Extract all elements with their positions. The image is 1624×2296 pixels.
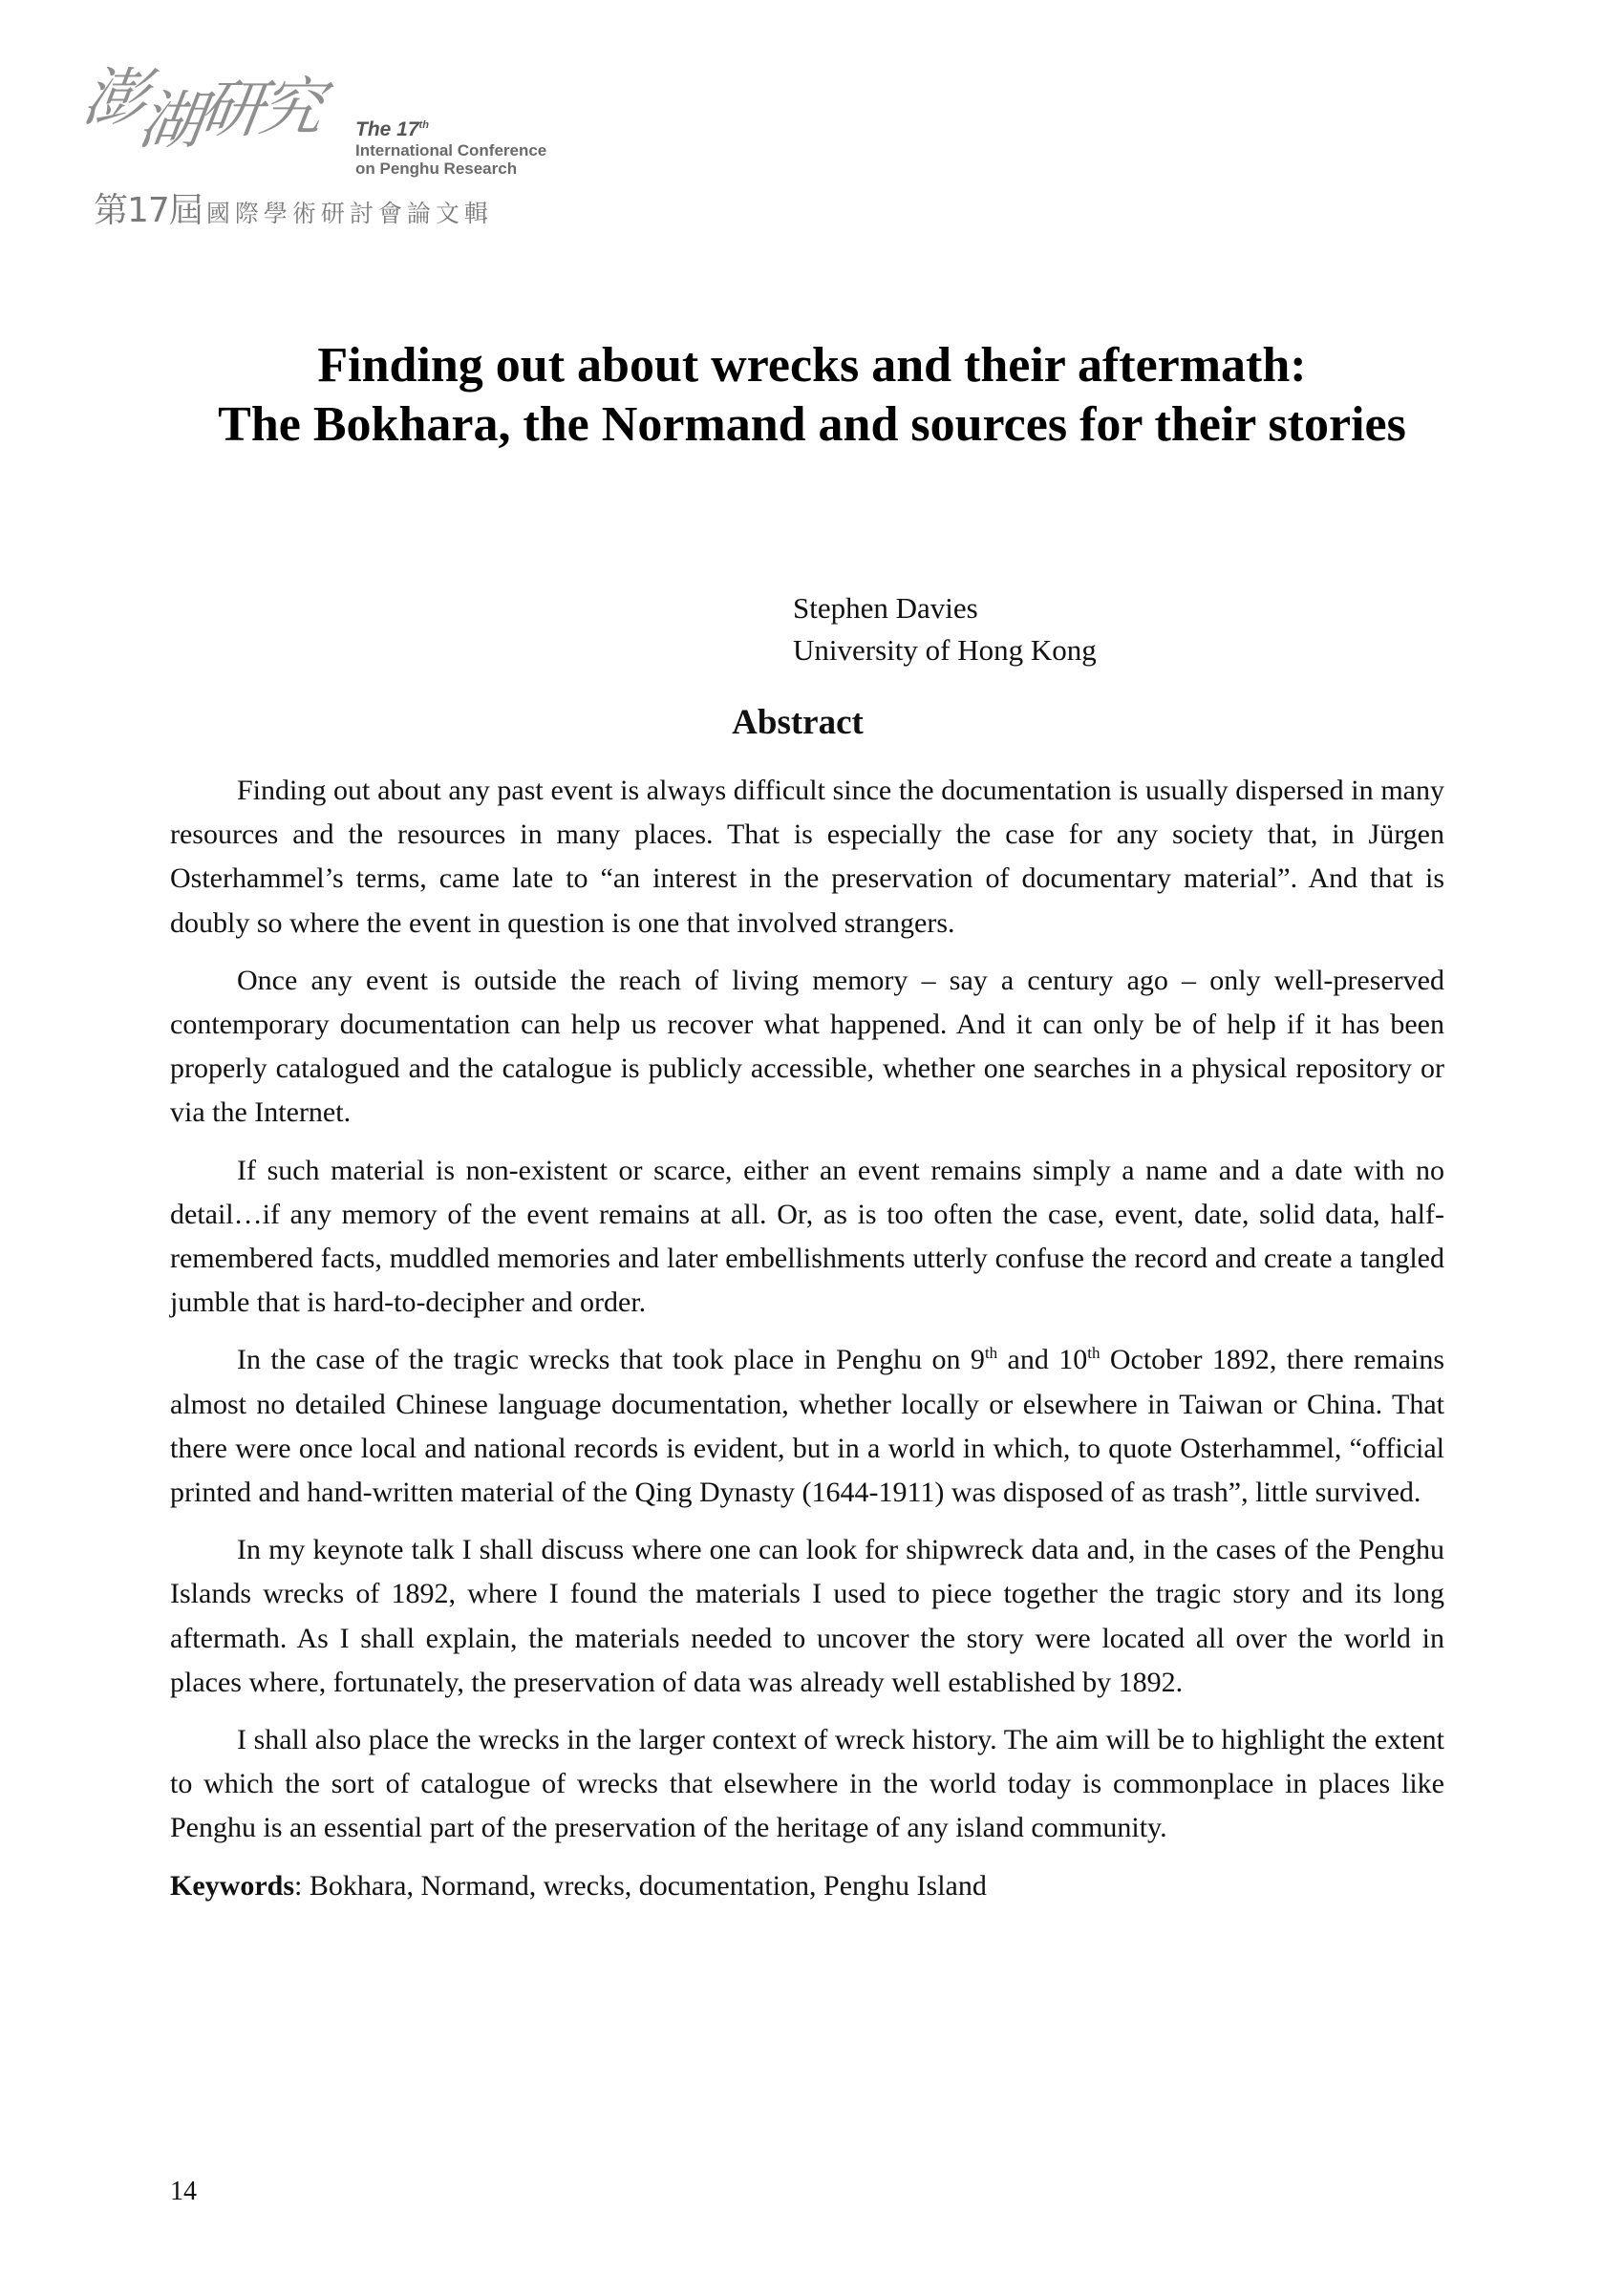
logo-chinese-edition: 第17屆 <box>94 191 203 230</box>
paragraph-4-text-b: and 10 <box>997 1344 1088 1376</box>
abstract-paragraph-3: If such material is non-existent or scarce, either an event remains simply a name and a date with no detail…if any memory of the event remains at all. Or, as is too often the case, event, date, solid data, half-remembered facts, muddled memories and later embellishments utterly confuse the record and create a tangled jumble that is hard-to-decipher and order. <box>170 1154 1444 1319</box>
keywords-value: Bokhara, Normand, wrecks, documentation, Penghu Island <box>302 1869 987 1902</box>
abstract-paragraph-4 <box>170 1338 1444 1515</box>
author-name: Stephen Davies <box>793 591 978 625</box>
keywords-line <box>170 1864 1444 1908</box>
ordinal-suffix: th <box>984 1344 998 1363</box>
paragraph-4-text-a: In the case of the tragic wrecks that took place in Penghu on 9 <box>237 1344 985 1376</box>
keywords-label: Keywords <box>170 1869 294 1902</box>
paper-title-line-2: The Bokhara, the Normand and sources for their stories <box>218 397 1406 452</box>
abstract-body <box>170 769 1444 1908</box>
paper-title-line-1: Finding out about wrecks and their aftermath: <box>317 338 1307 393</box>
keywords-separator: : <box>294 1869 303 1902</box>
author-affiliation: University of Hong Kong <box>793 633 1097 667</box>
conference-logo <box>78 61 581 230</box>
logo-edition-text: The 17 <box>355 118 419 140</box>
logo-research-line: on Penghu Research <box>355 159 518 178</box>
abstract-paragraph-1: Finding out about any past event is always difficult since the documentation is usually dispersed in many resources and the resources in many places. That is especially the case for any society that, in Jürgen Osterhammel’s terms, came late to “an interest in the preservation of documentary material”. And that is doubly so where the event in question is one that involved strangers. <box>170 775 1444 939</box>
abstract-heading: Abstract <box>732 703 864 742</box>
author-block <box>793 587 1097 671</box>
logo-calligraphy-char: 究 <box>254 71 325 144</box>
page-number: 14 <box>170 2177 197 2206</box>
logo-calligraphy-char: 澎 <box>78 61 148 135</box>
logo-edition-sup: th <box>418 119 429 131</box>
logo-calligraphy-char: 湖 <box>134 84 204 158</box>
logo-calligraphy-char: 研 <box>195 73 266 146</box>
logo-chinese-subtitle <box>94 183 493 232</box>
logo-conference-line: International Conference <box>355 140 547 159</box>
logo-chinese-proceedings: 國際學術研討會論文輯 <box>205 200 493 227</box>
abstract-paragraph-2: Once any event is outside the reach of living memory – say a century ago – only well-preserved contemporary documentation can help us recover what happened. And it can only be of help if it has been properly catalogued and the catalogue is publicly accessible, whether one searches in a physical repository or via the Internet. <box>170 964 1444 1129</box>
abstract-paragraph-6: I shall also place the wrecks in the larger context of wreck history. The aim will be to highlight the extent to which the sort of catalogue of wrecks that elsewhere in the world today is commonplace in places like Penghu is an essential part of the preservation of the heritage of any island community. <box>170 1724 1444 1844</box>
abstract-paragraph-5: In my keynote talk I shall discuss where one can look for shipwreck data and, in the cases of the Penghu Islands wrecks of 1892, where I found the materials I used to piece together the tragic story and its long aftermath. As I shall explain, the materials needed to uncover the story were located all over the world in places where, fortunately, the preservation of data was already well established by 1892. <box>170 1534 1444 1698</box>
logo-english-text <box>355 118 546 178</box>
ordinal-suffix: th <box>1087 1344 1100 1363</box>
paper-title <box>0 336 1624 455</box>
logo-calligraphy <box>78 61 325 158</box>
paragraph-4-text-c: October 1892, there remains almost no detailed Chinese language documentation, whether locally or elsewhere in Taiwan or China. That there were once local and national records is evident, but in a world in which, to quote Osterhammel, “official printed and hand-written material of the Qing Dynasty (1644-1911) was disposed of as trash”, little survived. <box>170 1344 1444 1509</box>
logo-edition-line <box>355 118 546 141</box>
